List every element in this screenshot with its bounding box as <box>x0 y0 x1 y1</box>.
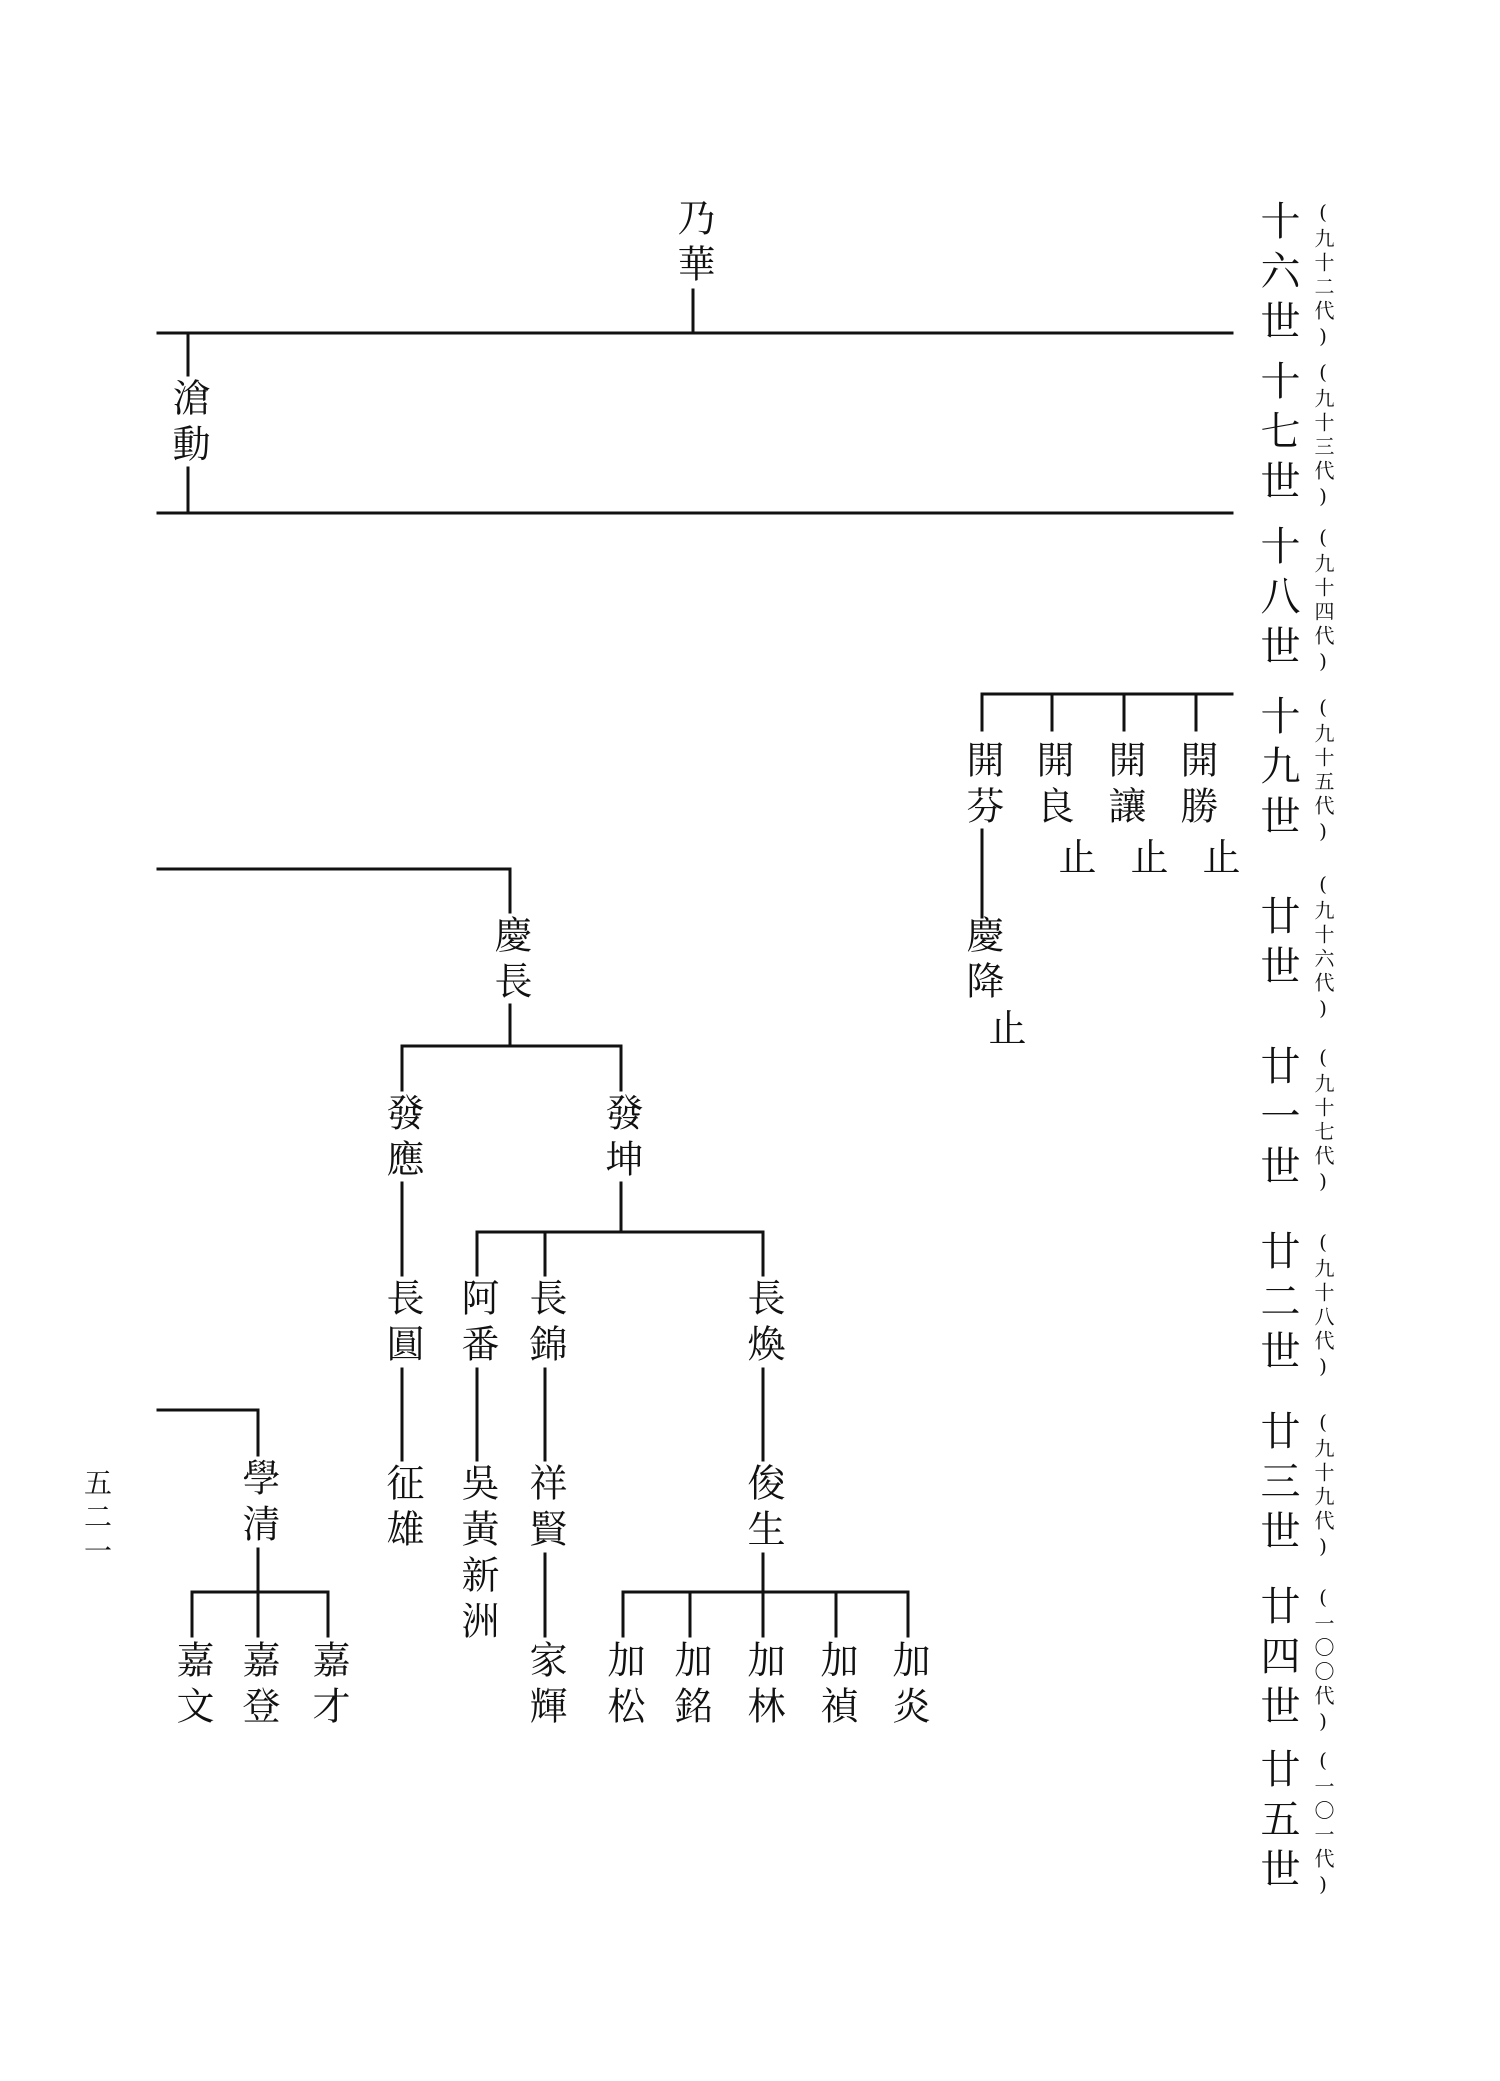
stop-mark: 止 <box>1052 837 1096 875</box>
member-qing-jiang: 慶降 <box>960 915 1004 1007</box>
dynasty-label: ( 九十六代 ) <box>1313 872 1333 1024</box>
member-kai-liang: 開良 <box>1030 740 1074 832</box>
dynasty-label: ( 一〇一代 ) <box>1313 1748 1333 1900</box>
member-jia-yan: 加炎 <box>886 1640 930 1732</box>
member-jia-deng: 嘉登 <box>236 1640 280 1732</box>
member-jia-wen: 嘉文 <box>170 1640 214 1732</box>
generation-label: 廿世 <box>1254 895 1300 995</box>
generation-label: 廿五世 <box>1254 1748 1300 1898</box>
dynasty-label: ( 九十七代 ) <box>1313 1045 1333 1197</box>
member-jia-ming: 加銘 <box>668 1640 712 1732</box>
dynasty-label: ( 九十五代 ) <box>1313 695 1333 847</box>
dynasty-label: ( 九十九代 ) <box>1313 1410 1333 1562</box>
member-kai-rang: 開讓 <box>1102 740 1146 832</box>
member-chang-jin: 長錦 <box>523 1278 567 1370</box>
member-nai-hua: 乃華 <box>671 198 715 290</box>
generation-label: 廿一世 <box>1254 1045 1300 1195</box>
member-wu-huang-xinzhou: 吳黃新洲 <box>455 1463 499 1647</box>
dynasty-label: ( 九十八代 ) <box>1313 1230 1333 1382</box>
member-a-fan: 阿番 <box>455 1278 499 1370</box>
member-jia-lin: 加林 <box>741 1640 785 1732</box>
generation-label: 十九世 <box>1254 695 1300 845</box>
member-kai-fen: 開芬 <box>960 740 1004 832</box>
stop-mark: 止 <box>982 1008 1026 1046</box>
member-qing-chang: 慶長 <box>488 915 532 1007</box>
member-fa-ying: 發應 <box>380 1093 424 1185</box>
member-jia-song: 加松 <box>601 1640 645 1732</box>
generation-label: 廿四世 <box>1254 1585 1300 1735</box>
generation-label: 十七世 <box>1254 360 1300 510</box>
generation-label: 廿三世 <box>1254 1410 1300 1560</box>
member-cang-dong: 滄動 <box>166 378 210 470</box>
member-jia-zhen: 加禎 <box>814 1640 858 1732</box>
member-chang-huan: 長煥 <box>741 1278 785 1370</box>
member-fa-kun: 發坤 <box>599 1093 643 1185</box>
member-kai-sheng: 開勝 <box>1174 740 1218 832</box>
member-chang-yuan: 長圓 <box>380 1278 424 1370</box>
stop-mark: 止 <box>1124 837 1168 875</box>
member-jia-cai: 嘉才 <box>306 1640 350 1732</box>
member-xue-qing: 學清 <box>236 1458 280 1550</box>
member-jun-sheng: 俊生 <box>741 1463 785 1555</box>
dynasty-label: ( 一〇〇代 ) <box>1313 1585 1333 1737</box>
member-xiang-xian: 祥賢 <box>523 1463 567 1555</box>
dynasty-label: ( 九十二代 ) <box>1313 200 1333 352</box>
generation-label: 十八世 <box>1254 525 1300 675</box>
dynasty-label: ( 九十三代 ) <box>1313 360 1333 512</box>
dynasty-label: ( 九十四代 ) <box>1313 525 1333 677</box>
generation-label: 廿二世 <box>1254 1230 1300 1380</box>
member-jia-hui: 家輝 <box>523 1640 567 1732</box>
generation-label: 十六世 <box>1254 200 1300 350</box>
member-zheng-xiong: 征雄 <box>380 1463 424 1555</box>
page-number: 五二一 <box>80 1468 113 1570</box>
stop-mark: 止 <box>1196 837 1240 875</box>
